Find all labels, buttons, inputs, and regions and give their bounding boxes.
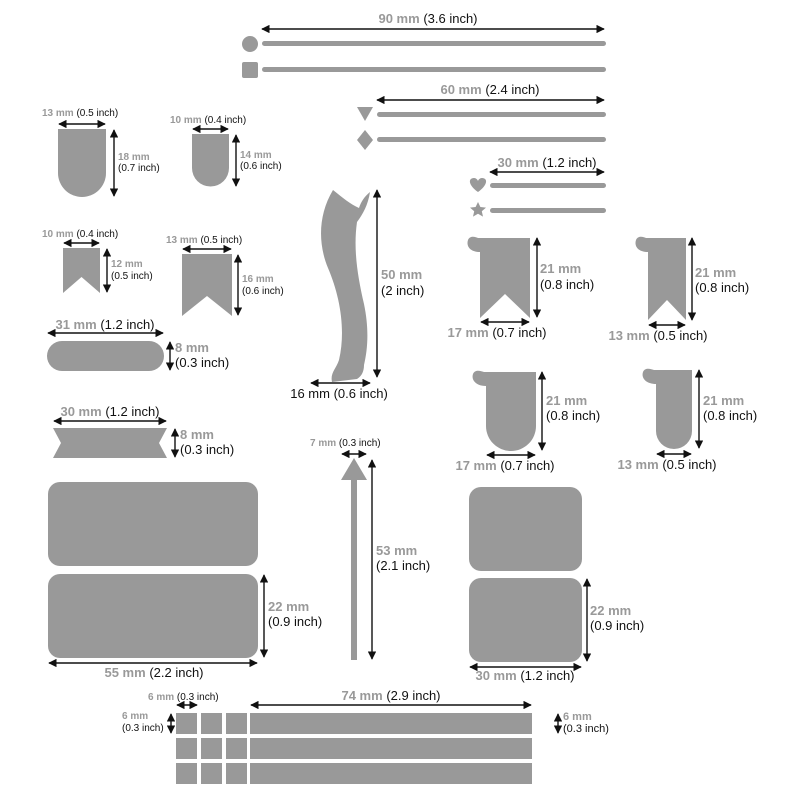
ribbon-bookmark-height-inch: (2 inch) <box>381 283 425 298</box>
square-sticker <box>201 763 222 784</box>
small-rectangle-top <box>469 487 582 571</box>
small-rectangle-bottom <box>469 578 582 662</box>
star-icon <box>470 202 486 217</box>
strip-sticker <box>250 738 532 759</box>
banner-label <box>53 404 234 458</box>
line-strip-30-a <box>490 183 606 188</box>
square-sticker <box>201 738 222 759</box>
flag-tab-small <box>42 229 153 293</box>
hook-round-tab-large-width-label: 17 mm (0.7 inch) <box>455 458 555 473</box>
strip-height-inch: (0.3 inch) <box>563 723 609 735</box>
hook-flag-tab-small-height-mm: 21 mm <box>695 265 737 280</box>
arrow-bookmark-shape <box>341 458 367 660</box>
flag-tab-large-shape <box>182 254 232 316</box>
hook-round-tab-large <box>455 371 600 473</box>
square-sticker <box>176 713 197 734</box>
arrow-bookmark-height-mm: 53 mm <box>376 543 418 558</box>
strip-sticker <box>250 763 532 784</box>
square-sticker <box>201 713 222 734</box>
small-rectangles <box>469 487 644 683</box>
line-strip-60-a <box>377 112 606 117</box>
rounded-tab-small <box>170 115 282 187</box>
strip-height-mm: 6 mm <box>563 711 592 723</box>
hook-flag-tab-large-height-inch: (0.8 inch) <box>540 277 595 292</box>
hook-round-tab-small-shape <box>643 369 692 449</box>
rounded-tab-large <box>42 108 160 197</box>
ribbon-bookmark-width-label: 16 mm (0.6 inch) <box>290 386 388 401</box>
rounded-tab-small-height-inch: (0.6 inch) <box>240 161 282 172</box>
pill-label-width-label: 31 mm (1.2 inch) <box>55 317 155 332</box>
banner-label-width-label: 30 mm (1.2 inch) <box>60 404 160 419</box>
banner-label-height-mm: 8 mm <box>180 427 214 442</box>
arrow-bookmark-height-inch: (2.1 inch) <box>376 558 431 573</box>
hook-round-tab-small-height-mm: 21 mm <box>703 393 745 408</box>
hook-round-tab-large-shape <box>473 371 536 451</box>
rounded-tab-small-height-mm: 14 mm <box>240 150 272 161</box>
hook-flag-tab-small <box>608 237 749 343</box>
line-30-dim-label: 30 mm (1.2 inch) <box>497 155 597 170</box>
flag-tab-large-height-mm: 16 mm <box>242 274 274 285</box>
flag-tab-small-shape <box>63 248 100 293</box>
square-sticker <box>176 738 197 759</box>
hook-flag-tab-small-width-label: 13 mm (0.5 inch) <box>608 328 708 343</box>
small-rectangle-height-mm: 22 mm <box>590 603 632 618</box>
pill-label-shape <box>47 341 164 371</box>
rounded-tab-small-width-label: 10 mm (0.4 inch) <box>170 115 247 126</box>
arrow-bookmark-width-label: 7 mm (0.3 inch) <box>310 438 381 449</box>
line-60-dim-label: 60 mm (2.4 inch) <box>440 82 540 97</box>
strip-sticker <box>250 713 532 734</box>
rounded-tab-large-height-inch: (0.7 inch) <box>118 163 160 174</box>
hook-round-tab-large-height-mm: 21 mm <box>546 393 588 408</box>
line-strip-90-b <box>262 67 606 72</box>
line-90-dim-label: 90 mm (3.6 inch) <box>378 11 478 26</box>
hook-flag-tab-large-shape <box>468 237 531 318</box>
flag-tab-large <box>166 235 284 316</box>
hook-round-tab-small-width-label: 13 mm (0.5 inch) <box>617 457 717 472</box>
hook-flag-tab-large-width-label: 17 mm (0.7 inch) <box>447 325 547 340</box>
flag-tab-small-height-inch: (0.5 inch) <box>111 271 153 282</box>
bottom-squares-strips <box>122 688 609 784</box>
triangle-icon <box>357 107 373 121</box>
square-sticker <box>226 738 247 759</box>
hook-round-tab-small <box>617 369 757 472</box>
pill-label-height-mm: 8 mm <box>175 340 209 355</box>
banner-label-shape <box>53 428 167 458</box>
line-strip-90-a <box>262 41 606 46</box>
square-sticker <box>226 713 247 734</box>
flag-tab-small-height-mm: 12 mm <box>111 259 143 270</box>
line-group-30 <box>470 155 606 217</box>
large-rectangle-height-mm: 22 mm <box>268 599 310 614</box>
large-rectangles <box>48 482 322 680</box>
diamond-icon <box>357 130 373 150</box>
pill-label-height-inch: (0.3 inch) <box>175 355 230 370</box>
hook-flag-tab-large-height-mm: 21 mm <box>540 261 582 276</box>
ribbon-bookmark-height-mm: 50 mm <box>381 267 423 282</box>
hook-flag-tab-small-height-inch: (0.8 inch) <box>695 280 750 295</box>
heart-icon <box>470 178 486 192</box>
rounded-tab-large-shape <box>58 129 106 197</box>
ribbon-bookmark <box>290 190 424 401</box>
arrow-bookmark <box>310 438 430 660</box>
large-rectangle-bottom <box>48 574 258 658</box>
square-sticker <box>226 763 247 784</box>
square-height-inch: (0.3 inch) <box>122 723 164 734</box>
large-rectangle-top <box>48 482 258 566</box>
hook-flag-tab-large <box>447 237 594 340</box>
hook-round-tab-large-height-inch: (0.8 inch) <box>546 408 601 423</box>
line-group-90 <box>242 11 606 78</box>
rounded-tab-small-shape <box>192 134 229 187</box>
banner-label-height-inch: (0.3 inch) <box>180 442 235 457</box>
line-strip-30-b <box>490 208 606 213</box>
pill-label <box>47 317 229 371</box>
large-rectangle-height-inch: (0.9 inch) <box>268 614 323 629</box>
square-height-mm: 6 mm <box>122 711 149 722</box>
small-rectangle-width-label: 30 mm (1.2 inch) <box>475 668 575 683</box>
flag-tab-large-height-inch: (0.6 inch) <box>242 286 284 297</box>
rounded-tab-large-height-mm: 18 mm <box>118 152 150 163</box>
flag-tab-small-width-label: 10 mm (0.4 inch) <box>42 229 119 240</box>
circle-icon <box>242 36 258 52</box>
square-width-label: 6 mm (0.3 inch) <box>148 692 219 703</box>
rounded-tab-large-width-label: 13 mm (0.5 inch) <box>42 108 119 119</box>
hook-round-tab-small-height-inch: (0.8 inch) <box>703 408 758 423</box>
square-icon <box>242 62 258 78</box>
strip-width-label: 74 mm (2.9 inch) <box>341 688 441 703</box>
line-strip-60-b <box>377 137 606 142</box>
ribbon-bookmark-shape <box>321 190 370 382</box>
square-sticker <box>176 763 197 784</box>
hook-flag-tab-small-shape <box>636 237 687 320</box>
large-rectangle-width-label: 55 mm (2.2 inch) <box>104 665 204 680</box>
line-group-60 <box>357 82 606 150</box>
small-rectangle-height-inch: (0.9 inch) <box>590 618 645 633</box>
flag-tab-large-width-label: 13 mm (0.5 inch) <box>166 235 243 246</box>
